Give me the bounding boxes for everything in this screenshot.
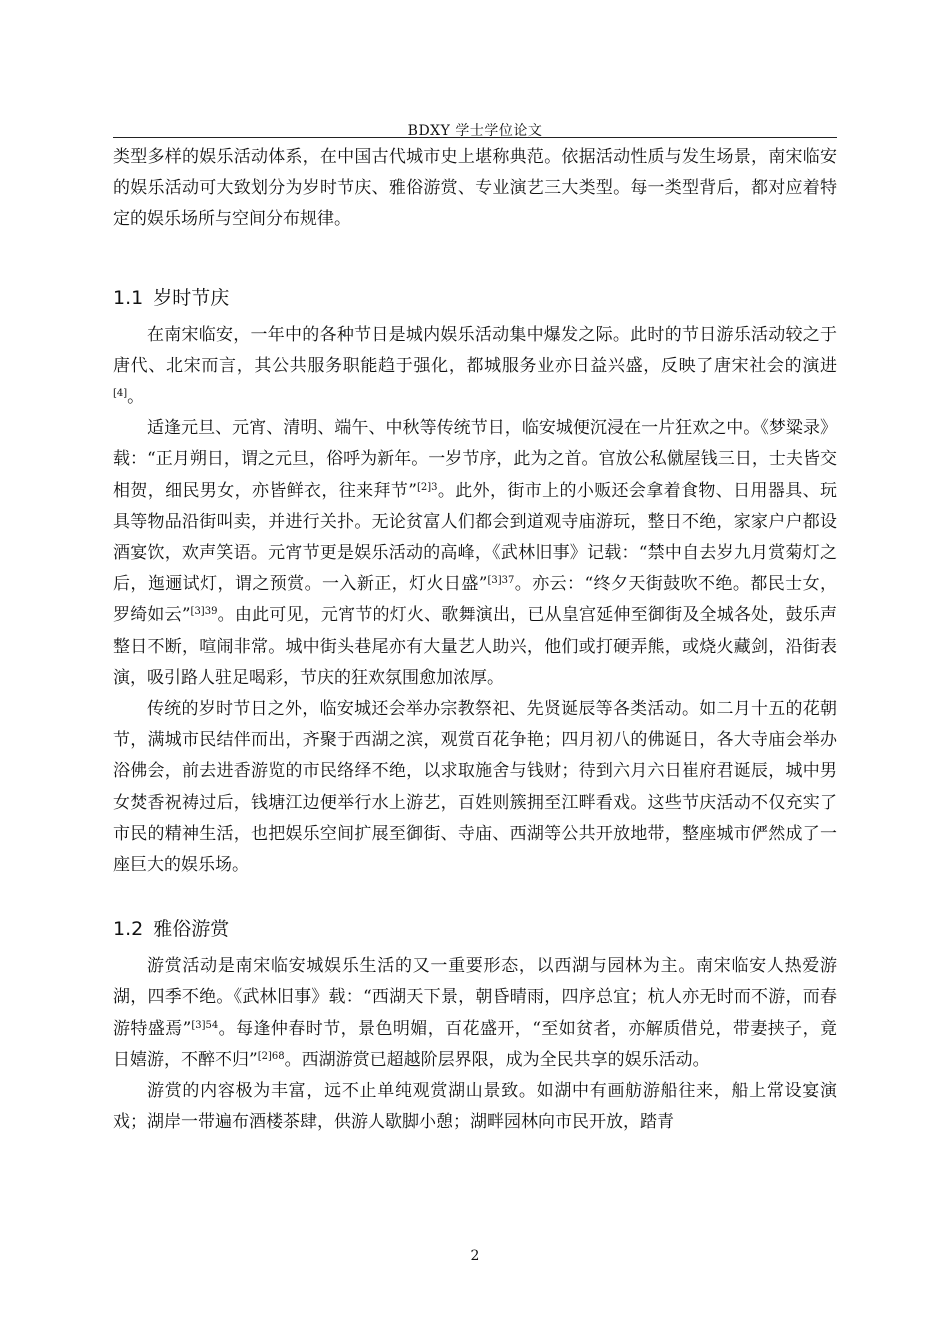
paragraph-text: 。每逢仲春时节，景色明媚，百花盛开，“至如贫者，亦解质借兑，带妻挟子，竟日嬉游，不醉不归” [113,1018,837,1070]
section-number: 1.1 [113,286,144,309]
section-title: 雅俗游赏 [153,918,230,941]
paragraph: 传统的岁时节日之外，临安城还会举办宗教祭祀、先贤诞辰等各类活动。如二月十五的花朝节，满城市民结伴而出，齐聚于西湖之滨，观赏百花争艳；四月初八的佛诞日，各大寺庙会举办浴佛会，前去进香游览的市民络绎不绝，以求取施舍与钱财；待到六月六日崔府君诞辰，城中男女焚香祝祷过后，钱塘江边便举行水上游艺，百姓则簇拥至江畔看戏。这些节庆活动不仅充实了市民的精神生活，也把娱乐空间扩展至御街、寺庙、西湖等公共开放地带，整座城市俨然成了一座巨大的娱乐场。 [113,699,837,876]
paragraph: 游赏的内容极为丰富，远不止单纯观赏湖山景致。如湖中有画舫游船往来，船上常设宴演戏；湖岸一带遍布酒楼茶肆，供游人歇脚小憩；湖畔园林向市民开放，踏青 [113,1081,837,1133]
citation: [3]39 [190,606,218,618]
paragraph-text: 。亦云：“终夕天街鼓吹不绝。都民士女，罗绮如云” [113,574,837,626]
paragraph [113,320,837,414]
running-header: BDXY 学士学位论文 [407,123,543,139]
page-number: 2 [470,1248,480,1264]
section-number: 1.2 [113,918,144,941]
intro-paragraph: 类型多样的娱乐活动体系，在中国古代城市史上堪称典范。依据活动性质与发生场景，南宋临安的娱乐活动可大致划分为岁时节庆、雅俗游赏、专业演艺三大类型。每一类型背后，都对应着特定的娱乐场所与空间分布规律。 [113,147,837,230]
paragraph-text: 。西湖游赏已超越阶层界限，成为全民共享的娱乐活动。 [284,1049,710,1070]
paragraph-text: 。由此可见，元宵节的灯火、歌舞演出，已从皇宫延伸至御街及全城各处，鼓乐声整日不断，喧闹非常。城中街头巷尾亦有大量艺人助兴，他们或打硬弄熊，或烧火藏剑，沿街表演，吸引路人驻足喝彩，节庆的狂欢氛围愈加浓厚。 [113,605,838,688]
paragraph-text: 适逢元旦、元宵、清明、端午、中秋等传统节日，临安城便沉浸在一片狂欢之中。《梦粱录》载：“正月朔日，谓之元旦，俗呼为新年。一岁节序，此为之首。官放公私僦屋钱三日，士夫皆交相贺，细民男女，亦皆鲜衣，往来拜节” [113,418,837,501]
page-body [113,142,837,1138]
paragraph-text: 在南宋临安，一年中的各种节日是城内娱乐活动集中爆发之际。此时的节日游乐活动较之于唐代、北宋而言，其公共服务职能趋于强化，都城服务业亦日益兴盛，反映了唐宋社会的演进 [113,324,837,376]
paragraph [113,951,837,1076]
paragraph [113,413,837,694]
paragraph-text: 游赏活动是南宋临安城娱乐生活的又一重要形态，以西湖与园林为主。南宋临安人热爱游湖，四季不绝。《武林旧事》载：“西湖天下景，朝昏晴雨，四序总宜；杭人亦无时而不游，而春游特盛焉” [113,956,837,1039]
citation: [3]37 [487,575,515,587]
header-rule [113,137,837,138]
paragraph-text: 。 [127,387,145,408]
section-title: 岁时节庆 [153,286,230,309]
citation: [2]3 [416,481,438,493]
citation: [3]54 [191,1019,219,1031]
section-heading-1-2 [113,915,837,943]
citation: [2]68 [257,1050,285,1062]
paragraph-text: 。此外，街市上的小贩还会拿着食物、日用器具、玩具等物品沿街叫卖，并进行关扑。无论贫富人们都会到道观寺庙游玩，整日不绝，家家户户都设酒宴饮，欢声笑语。元宵节更是娱乐活动的高峰，《武林旧事》记载：“禁中自去岁九月赏菊灯之后，迤逦试灯，谓之预赏。一入新正，灯火日盛” [113,480,837,595]
citation: [4] [113,388,128,400]
section-heading-1-1 [113,284,837,312]
